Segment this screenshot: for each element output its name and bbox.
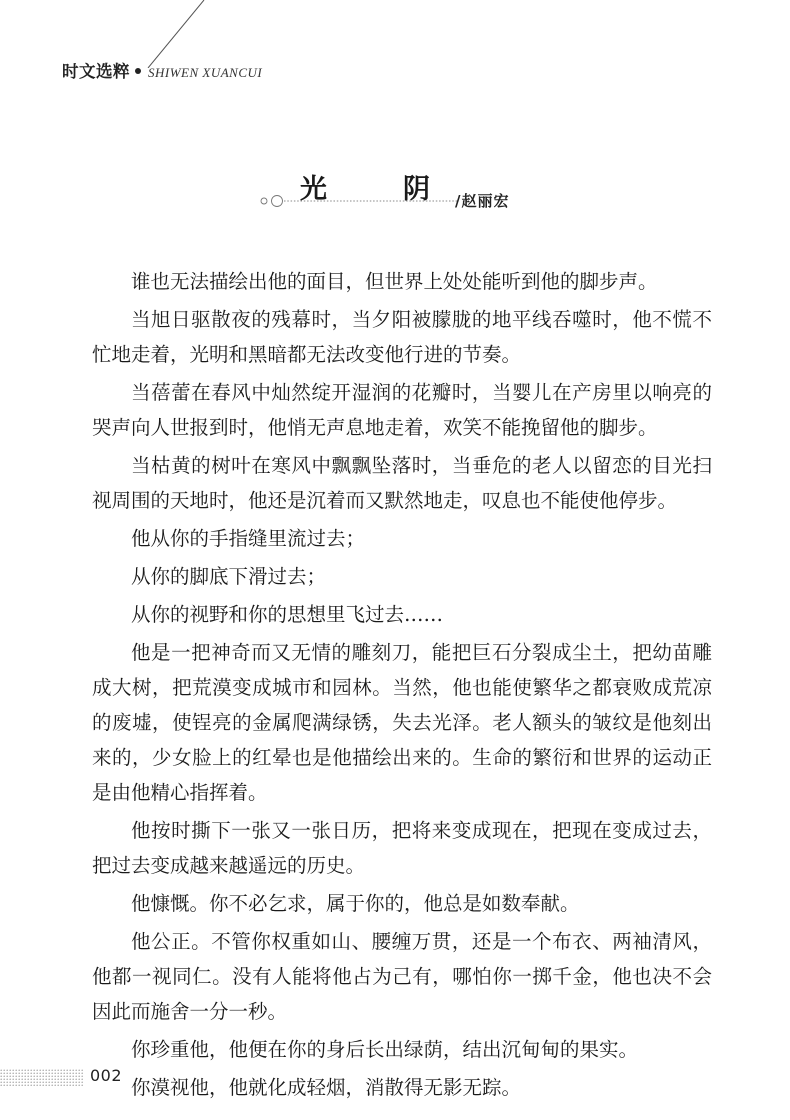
paragraph: 当蓓蕾在春风中灿然绽开湿润的花瓣时，当婴儿在产房里以响亮的哭声向人世报到时，他悄无声息地走着，欢笑不能挽留他的脚步。: [92, 381, 712, 439]
paragraph: 他慷慨。你不必乞求，属于你的，他总是如数奉献。: [131, 892, 580, 915]
paragraph: 当旭日驱散夜的残幕时，当夕阳被朦胧的地平线吞噬时，他不慌不忙地走着，光明和黑暗都无法改变他行进的节奏。: [92, 308, 712, 366]
paragraph: 谁也无法描绘出他的面目，但世界上处处能听到他的脚步声。: [131, 270, 658, 293]
running-header: [62, 58, 262, 82]
article-author: /赵丽宏: [455, 192, 510, 210]
footer-dot-ornament: [0, 1069, 84, 1087]
paragraph: 他从你的手指缝里流过去；: [131, 527, 366, 550]
paragraph: 从你的视野和你的思想里飞过去……: [131, 603, 444, 626]
title-char: 阴: [403, 174, 430, 205]
article-body: [92, 264, 712, 1108]
paragraph: 他公正。不管你权重如山、腰缠万贯，还是一个布衣、两袖清风，他都一视同仁。没有人能将他占为己有，哪怕你一掷千金，他也决不会因此而施舍一分一秒。: [92, 930, 712, 1023]
title-char: 光: [300, 174, 327, 205]
paragraph: 他是一把神奇而又无情的雕刻刀，能把巨石分裂成尘土，把幼苗雕成大树，把荒漠变成城市和园林。当然，他也能使繁华之都衰败成荒凉的废墟，使锃亮的金属爬满绿锈，失去光泽。老人额头的皱纹是他刻出来的，少女脸上的红晕也是他描绘出来的。生命的繁衍和世界的运动正是由他精心指挥着。: [92, 641, 712, 804]
paragraph: 他按时撕下一张又一张日历，把将来变成现在，把现在变成过去，把过去变成越来越遥远的历史。: [92, 819, 712, 877]
section-pinyin: SHIWEN XUANCUI: [148, 65, 263, 80]
paragraph: 你漠视他，他就化成轻烟，消散得无影无踪。: [131, 1076, 522, 1099]
section-title: 时文选粹: [62, 62, 130, 81]
paragraph: 从你的脚底下滑过去；: [131, 565, 327, 588]
bullet-dot-icon: [135, 68, 141, 74]
paragraph: 当枯黄的树叶在寒风中飘飘坠落时，当垂危的老人以留恋的目光扫视周围的天地时，他还是沉着而又默然地走，叹息也不能使他停步。: [92, 454, 712, 512]
paragraph: 你珍重他，他便在你的身后长出绿荫，结出沉甸甸的果实。: [131, 1038, 639, 1061]
page-number: 002: [90, 1066, 123, 1085]
title-ornament-rule: [253, 193, 458, 209]
